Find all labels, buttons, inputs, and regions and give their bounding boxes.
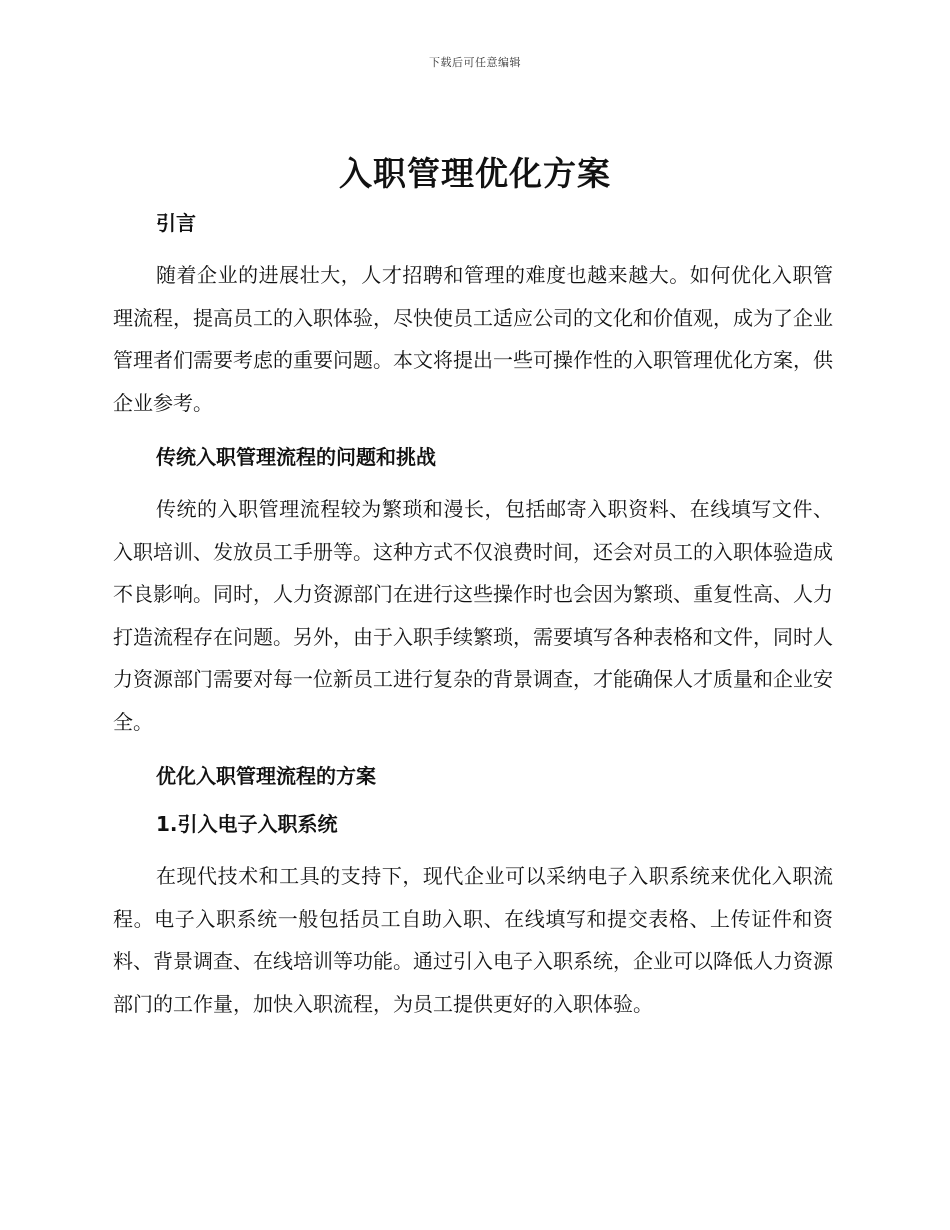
paragraph-intro: 随着企业的进展壮大，人才招聘和管理的难度也越来越大。如何优化入职管理流程，提高员工的入职体验，尽快使员工适应公司的文化和价值观，成为了企业管理者们需要考虑的重要问题。本文将提出一些可操作性的入职管理优化方案，供企业参考。	[113, 263, 833, 415]
section-heading-problems: 传统入职管理流程的问题和挑战	[156, 445, 436, 469]
header-note: 下载后可任意编辑	[429, 56, 521, 69]
document-title: 入职管理优化方案	[339, 154, 611, 193]
subsection-heading-electronic-onboarding: 1.引入电子入职系统	[156, 812, 338, 836]
section-heading-intro: 引言	[156, 211, 196, 235]
document-body	[113, 196, 833, 1025]
paragraph-electronic-onboarding: 在现代技术和工具的支持下，现代企业可以采纳电子入职系统来优化入职流程。电子入职系统一般包括员工自助入职、在线填写和提交表格、上传证件和资料、背景调查、在线培训等功能。通过引入电子入职系统，企业可以降低人力资源部门的工作量，加快入职流程，为员工提供更好的入职体验。	[113, 864, 833, 1016]
section-heading-solution: 优化入职管理流程的方案	[156, 764, 376, 788]
paragraph-problems: 传统的入职管理流程较为繁琐和漫长，包括邮寄入职资料、在线填写文件、入职培训、发放员工手册等。这种方式不仅浪费时间，还会对员工的入职体验造成不良影响。同时，人力资源部门在进行这些操作时也会因为繁琐、重复性高、人力打造流程存在问题。另外，由于入职手续繁琐，需要填写各种表格和文件，同时人力资源部门需要对每一位新员工进行复杂的背景调查，才能确保人才质量和企业安全。	[113, 497, 833, 734]
